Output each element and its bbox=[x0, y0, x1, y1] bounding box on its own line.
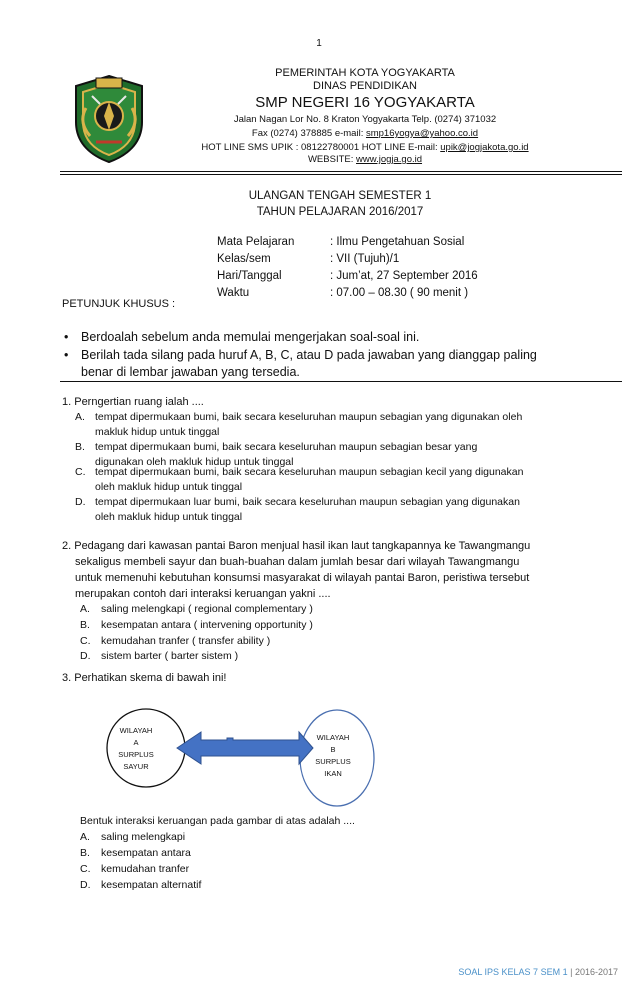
info-value-time: : 07.00 – 08.30 ( 90 menit ) bbox=[330, 287, 469, 299]
hotline-email-link[interactable]: upik@jogjakota.go.id bbox=[440, 142, 529, 153]
header-school-name: SMP NEGERI 16 YOGYAKARTA bbox=[255, 94, 475, 111]
q3-option-d-text: kesempatan alternatif bbox=[101, 879, 202, 891]
info-value-date: : Jum’at, 27 September 2016 bbox=[330, 270, 478, 282]
q3-option-c-text: kemudahan tranfer bbox=[101, 863, 190, 875]
q3-option-a-letter: A. bbox=[80, 831, 90, 843]
instruction-item: Berilah tada silang pada huruf A, B, C, atau D pada jawaban yang dianggap paling bbox=[81, 348, 537, 362]
info-value-class: : VII (Tujuh)/1 bbox=[330, 253, 400, 265]
email-link[interactable]: smp16yogya@yahoo.co.id bbox=[365, 128, 479, 139]
q1-option-b-text: tempat dipermukaan bumi, baik secara keseluruhan maupun sebagian besar yang bbox=[95, 441, 478, 453]
q1-option-a-text: tempat dipermukaan bumi, baik secara keseluruhan maupun sebagian yang digunakan oleh bbox=[95, 411, 523, 423]
q1-option-c-text-cont: oleh makluk hidup untuk tinggal bbox=[95, 481, 243, 493]
instruction-item: Berdoalah sebelum anda memulai mengerjakan soal-soal ini. bbox=[81, 330, 420, 344]
info-label-time: Waktu bbox=[217, 287, 250, 299]
page-number: 1 bbox=[316, 38, 322, 49]
header-website bbox=[130, 154, 600, 165]
fax-label: Fax (0274) 378885 e-mail: bbox=[251, 128, 366, 139]
q2-option-d-text: sistem barter ( barter sistem ) bbox=[101, 650, 239, 662]
q2-option-c-letter: C. bbox=[80, 635, 91, 647]
q1-option-d-text-cont: oleh makluk hidup untuk tinggal bbox=[95, 511, 243, 523]
q2-option-a-text: saling melengkapi ( regional complementary ) bbox=[101, 603, 313, 615]
exam-year: TAHUN PELAJARAN 2016/2017 bbox=[256, 206, 424, 218]
instructions-divider bbox=[60, 381, 622, 382]
info-label-subject: Mata Pelajaran bbox=[217, 236, 295, 248]
hotline-label: HOT LINE SMS UPIK : 08122780001 HOT LINE E-mail: bbox=[201, 142, 441, 153]
instruction-item-continued: benar di lembar jawaban yang tersedia. bbox=[81, 365, 300, 379]
exam-title: ULANGAN TENGAH SEMESTER 1 bbox=[248, 190, 432, 202]
header-divider bbox=[60, 171, 622, 172]
q1-option-a-text-cont: makluk hidup untuk tinggal bbox=[95, 426, 220, 438]
double-arrow bbox=[177, 732, 313, 764]
bullet-dot: • bbox=[64, 348, 69, 362]
q3-option-a-text: saling melengkapi bbox=[101, 831, 186, 843]
header-government: PEMERINTAH KOTA YOGYAKARTA bbox=[275, 67, 455, 79]
instructions-title: PETUNJUK KHUSUS : bbox=[62, 298, 176, 310]
q1-option-d-letter: D. bbox=[75, 496, 86, 508]
q3-option-c-letter: C. bbox=[80, 863, 91, 875]
info-value-subject: : Ilmu Pengetahuan Sosial bbox=[330, 236, 465, 248]
q3-option-b-letter: B. bbox=[80, 847, 90, 859]
footer-year: 2016-2017 bbox=[574, 967, 618, 977]
header-fax-email bbox=[130, 128, 600, 139]
header-divider-thin bbox=[60, 174, 622, 175]
q3-option-d-letter: D. bbox=[80, 879, 91, 891]
question-3-text: 3. Perhatikan skema di bawah ini! bbox=[62, 672, 227, 684]
info-label-class: Kelas/sem bbox=[217, 253, 271, 265]
question-2-text-cont: untuk memenuhi kebutuhan konsumsi masyarakat di wilayah pantai Baron, peristiwa tersebut bbox=[75, 572, 530, 584]
footer-separator: | bbox=[570, 967, 573, 977]
question-2-text: 2. Pedagang dari kawasan pantai Baron menjual hasil ikan laut tangkapannya ke Tawangmangu bbox=[62, 540, 531, 552]
header-department: DINAS PENDIDIKAN bbox=[313, 80, 417, 92]
q1-option-a-letter: A. bbox=[75, 411, 85, 423]
question-2-text-cont: sekaligus membeli sayur dan buah-buahan dalam jumlah besar dari wilayah Tawangmangu bbox=[75, 556, 520, 568]
header-hotline bbox=[130, 142, 600, 153]
q2-option-b-letter: B. bbox=[80, 619, 90, 631]
header-address: Jalan Nagan Lor No. 8 Kraton Yogyakarta Telp. (0274) 371032 bbox=[233, 114, 497, 125]
q1-option-b-text-cont: digunakan oleh makluk hidup untuk tinggal bbox=[95, 456, 294, 468]
q2-option-b-text: kesempatan antara ( intervening opportunity ) bbox=[101, 619, 313, 631]
q3-option-b-text: kesempatan antara bbox=[101, 847, 191, 859]
region-a-label: WILAYAH A SURPLUS SAYUR bbox=[118, 726, 154, 771]
q2-option-c-text: kemudahan tranfer ( transfer ability ) bbox=[101, 635, 271, 647]
website-link[interactable]: www.jogja.go.id bbox=[356, 154, 423, 165]
info-label-date: Hari/Tanggal bbox=[217, 270, 282, 282]
q2-option-a-letter: A. bbox=[80, 603, 90, 615]
bullet-dot: • bbox=[64, 330, 69, 344]
website-label: WEBSITE: bbox=[307, 154, 357, 165]
q2-option-d-letter: D. bbox=[80, 650, 91, 662]
question-2-text-cont: merupakan contoh dari interaksi keruangan yakni .... bbox=[75, 588, 331, 600]
q1-option-c-letter: C. bbox=[75, 466, 86, 478]
q1-option-d-text: tempat dipermukaan luar bumi, baik secara keseluruhan maupun sebagian yang digunakan bbox=[95, 496, 520, 508]
q1-option-b-letter: B. bbox=[75, 441, 85, 453]
region-b-label: WILAYAH B SURPLUS IKAN bbox=[315, 733, 351, 778]
q1-option-c-text: tempat dipermukaan bumi, baik secara keseluruhan maupun sebagian kecil yang digunakan bbox=[95, 466, 524, 478]
question-1-text: 1. Perngertian ruang ialah .... bbox=[62, 396, 204, 408]
footer-label: SOAL IPS KELAS 7 SEM 1 bbox=[458, 967, 568, 977]
page-footer bbox=[458, 967, 618, 977]
question-3-stem: Bentuk interaksi keruangan pada gambar di atas adalah .... bbox=[80, 815, 355, 827]
